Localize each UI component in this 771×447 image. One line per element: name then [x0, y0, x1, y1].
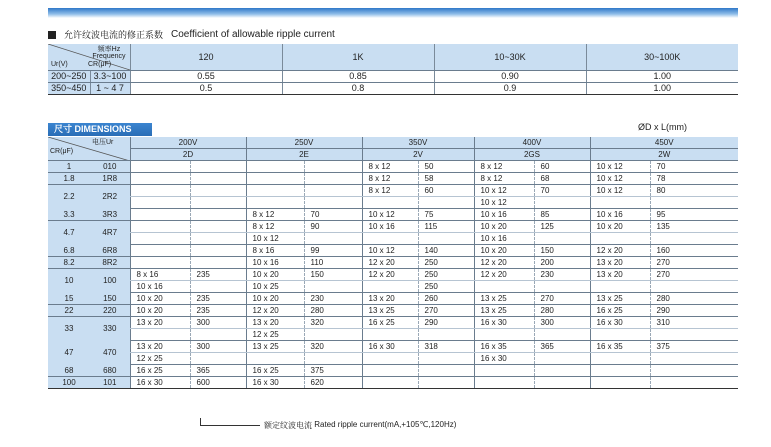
ripple-current-cell: 290	[418, 317, 474, 329]
capacitance-code-cell: 2R2	[90, 185, 130, 209]
ripple-title-en: Coefficient of allowable ripple current	[171, 29, 335, 40]
ripple-current-cell: 70	[534, 185, 590, 197]
dims-row	[48, 293, 738, 305]
case-size-cell	[474, 281, 534, 293]
corner-voltage-label: 电压Ur	[92, 139, 114, 146]
case-size-cell: 12 x 20	[474, 269, 534, 281]
ripple-current-cell	[418, 353, 474, 365]
ripple-current-cell	[418, 233, 474, 245]
case-size-cell	[130, 233, 190, 245]
capacitance-cell: 33	[48, 317, 90, 341]
case-size-cell	[590, 365, 650, 377]
case-size-cell: 16 x 25	[130, 365, 190, 377]
ripple-current-cell: 290	[650, 305, 738, 317]
case-size-cell: 16 x 30	[362, 341, 418, 353]
ripple-current-cell: 90	[304, 221, 362, 233]
capacitance-code-cell: 4R7	[90, 221, 130, 245]
ripple-current-cell	[304, 233, 362, 245]
capacitance-code-cell: 010	[90, 161, 130, 173]
voltage-header: 400V	[474, 137, 590, 149]
ripple-current-cell	[534, 377, 590, 389]
ripple-current-cell: 60	[418, 185, 474, 197]
ripple-current-cell	[304, 329, 362, 341]
footnote	[200, 420, 456, 431]
coef-cell: 0.85	[282, 70, 434, 82]
ripple-current-cell: 150	[304, 269, 362, 281]
ripple-current-cell: 318	[418, 341, 474, 353]
freq-header: 30~100K	[586, 44, 738, 70]
ripple-current-cell	[650, 353, 738, 365]
dims-row	[48, 245, 738, 257]
capacitance-cell: 8.2	[48, 257, 90, 269]
case-size-cell: 10 x 12	[474, 185, 534, 197]
ripple-current-cell: 58	[418, 173, 474, 185]
ripple-current-cell	[304, 161, 362, 173]
case-size-cell	[590, 281, 650, 293]
dims-row	[48, 281, 738, 293]
freq-header: 10~30K	[434, 44, 586, 70]
case-size-cell	[130, 209, 190, 221]
case-size-cell	[474, 377, 534, 389]
case-size-cell: 12 x 20	[362, 269, 418, 281]
capacitance-cell: 10	[48, 269, 90, 293]
capacitance-code-cell: 330	[90, 317, 130, 341]
ripple-current-cell	[418, 365, 474, 377]
capacitance-code-cell: 6R8	[90, 245, 130, 257]
case-size-cell: 16 x 30	[130, 377, 190, 389]
voltage-header: 450V	[590, 137, 738, 149]
ripple-current-cell: 270	[650, 269, 738, 281]
case-size-cell: 12 x 25	[246, 329, 304, 341]
ripple-current-cell: 160	[650, 245, 738, 257]
bracket-line-icon	[200, 418, 260, 426]
ripple-current-cell: 300	[534, 317, 590, 329]
case-size-cell: 12 x 25	[130, 353, 190, 365]
ripple-current-cell: 250	[418, 257, 474, 269]
case-size-cell	[590, 377, 650, 389]
case-size-cell: 10 x 20	[130, 293, 190, 305]
capacitance-cell: 4.7	[48, 221, 90, 245]
ripple-current-cell: 600	[190, 377, 246, 389]
dims-row	[48, 209, 738, 221]
ripple-current-cell: 260	[418, 293, 474, 305]
case-size-cell: 16 x 25	[590, 305, 650, 317]
coef-cell: 0.90	[434, 70, 586, 82]
coef-cell: 0.8	[282, 82, 434, 94]
freq-header: 120	[130, 44, 282, 70]
case-size-cell: 13 x 20	[590, 257, 650, 269]
ripple-corner-cell	[48, 44, 130, 70]
capacitance-cell: 1.8	[48, 173, 90, 185]
ripple-current-cell: 68	[534, 173, 590, 185]
coef-cell: 1.00	[586, 70, 738, 82]
case-size-cell: 13 x 25	[246, 341, 304, 353]
bullet-square-icon	[48, 31, 56, 39]
capacitance-cell: 22	[48, 305, 90, 317]
case-size-cell: 10 x 16	[246, 257, 304, 269]
ripple-current-cell: 375	[650, 341, 738, 353]
case-size-cell: 10 x 12	[362, 245, 418, 257]
capacitance-code-cell: 150	[90, 293, 130, 305]
capacitance-code-cell: 470	[90, 341, 130, 365]
case-size-cell: 10 x 20	[130, 305, 190, 317]
ripple-current-cell: 270	[418, 305, 474, 317]
case-size-cell: 10 x 16	[474, 233, 534, 245]
capacitance-cell: 47	[48, 341, 90, 365]
freq-label-en: Frequency	[92, 53, 126, 60]
ripple-current-cell: 60	[534, 161, 590, 173]
case-size-cell	[590, 197, 650, 209]
ripple-current-cell: 365	[190, 365, 246, 377]
voltage-code-header: 2GS	[474, 149, 590, 161]
dims-row	[48, 161, 738, 173]
case-size-cell: 12 x 20	[590, 245, 650, 257]
ripple-current-cell	[650, 329, 738, 341]
dims-row	[48, 173, 738, 185]
ripple-current-cell: 125	[534, 221, 590, 233]
case-size-cell	[590, 329, 650, 341]
ripple-current-cell: 135	[650, 221, 738, 233]
voltage-header: 200V	[130, 137, 246, 149]
code-header-row	[48, 149, 738, 161]
ripple-current-cell	[304, 197, 362, 209]
ripple-current-cell: 85	[534, 209, 590, 221]
dimensions-unit-label: ØD x L(mm)	[638, 122, 687, 132]
ripple-current-cell: 99	[304, 245, 362, 257]
case-size-cell: 12 x 20	[362, 257, 418, 269]
case-size-cell	[130, 197, 190, 209]
ripple-current-cell: 70	[304, 209, 362, 221]
voltage-header: 250V	[246, 137, 362, 149]
ripple-current-cell: 235	[190, 305, 246, 317]
dims-row	[48, 269, 738, 281]
case-size-cell: 16 x 30	[474, 317, 534, 329]
corner-capacity-label: CR(μF)	[50, 148, 74, 155]
ripple-header-row	[48, 44, 738, 70]
case-size-cell: 16 x 35	[474, 341, 534, 353]
capacitance-code-cell: 1R8	[90, 173, 130, 185]
capacitance-cell: 68	[48, 365, 90, 377]
case-size-cell	[130, 185, 190, 197]
case-size-cell: 8 x 12	[362, 173, 418, 185]
case-size-cell	[246, 161, 304, 173]
ripple-current-cell: 115	[418, 221, 474, 233]
freq-header: 1K	[282, 44, 434, 70]
case-size-cell	[130, 245, 190, 257]
dims-row	[48, 221, 738, 233]
case-size-cell	[130, 221, 190, 233]
ripple-current-cell: 280	[650, 293, 738, 305]
ripple-current-cell	[650, 281, 738, 293]
voltage-code-header: 2E	[246, 149, 362, 161]
ripple-current-cell	[190, 161, 246, 173]
ripple-current-cell	[304, 173, 362, 185]
case-size-cell: 16 x 30	[246, 377, 304, 389]
ripple-current-cell	[190, 185, 246, 197]
case-size-cell: 13 x 25	[474, 305, 534, 317]
ripple-row	[48, 70, 738, 82]
ripple-current-cell: 280	[304, 305, 362, 317]
capacitance-cell: 2.2	[48, 185, 90, 209]
ripple-current-cell: 235	[190, 293, 246, 305]
case-size-cell: 10 x 16	[130, 281, 190, 293]
case-size-cell: 13 x 20	[246, 317, 304, 329]
dims-row	[48, 197, 738, 209]
ripple-current-cell	[418, 329, 474, 341]
case-size-cell: 13 x 20	[362, 293, 418, 305]
ripple-current-cell: 320	[304, 317, 362, 329]
ripple-current-cell: 150	[534, 245, 590, 257]
case-size-cell	[246, 353, 304, 365]
ripple-current-cell: 80	[650, 185, 738, 197]
ripple-current-cell	[418, 197, 474, 209]
capacitance-code-cell: 8R2	[90, 257, 130, 269]
coef-cell: 1.00	[586, 82, 738, 94]
ripple-current-cell: 280	[534, 305, 590, 317]
case-size-cell: 10 x 16	[362, 221, 418, 233]
case-size-cell	[474, 365, 534, 377]
ur-cell: 350~450	[48, 82, 90, 94]
case-size-cell: 10 x 12	[362, 209, 418, 221]
ripple-current-cell: 230	[534, 269, 590, 281]
case-size-cell: 8 x 16	[246, 245, 304, 257]
ripple-current-cell: 50	[418, 161, 474, 173]
case-size-cell: 12 x 20	[246, 305, 304, 317]
voltage-header-row	[48, 137, 738, 149]
header-gradient-bar	[48, 8, 738, 18]
ripple-current-cell: 250	[418, 281, 474, 293]
capacitance-code-cell: 220	[90, 305, 130, 317]
voltage-code-header: 2W	[590, 149, 738, 161]
case-size-cell	[590, 353, 650, 365]
case-size-cell	[362, 353, 418, 365]
footnote-en: Rated ripple current(mA,+105℃,120Hz)	[314, 420, 457, 429]
case-size-cell: 8 x 12	[246, 221, 304, 233]
case-size-cell: 13 x 25	[362, 305, 418, 317]
dims-row	[48, 341, 738, 353]
case-size-cell: 10 x 20	[246, 293, 304, 305]
ripple-current-cell: 230	[304, 293, 362, 305]
capacitance-cell: 15	[48, 293, 90, 305]
dims-row	[48, 305, 738, 317]
ripple-current-cell	[650, 365, 738, 377]
ripple-current-cell	[190, 209, 246, 221]
case-size-cell: 10 x 12	[590, 161, 650, 173]
capacitance-code-cell: 3R3	[90, 209, 130, 221]
freq-label-cn: 频率Hz	[97, 46, 121, 53]
capacitance-cell: 3.3	[48, 209, 90, 221]
ripple-current-cell	[190, 257, 246, 269]
case-size-cell: 10 x 20	[590, 221, 650, 233]
ripple-current-cell: 320	[304, 341, 362, 353]
case-size-cell: 16 x 25	[362, 317, 418, 329]
case-size-cell: 8 x 12	[474, 173, 534, 185]
case-size-cell	[362, 329, 418, 341]
case-size-cell: 8 x 12	[362, 161, 418, 173]
capacitance-code-cell: 101	[90, 377, 130, 389]
ripple-current-cell	[190, 329, 246, 341]
ripple-coefficient-table	[48, 44, 738, 95]
case-size-cell: 13 x 20	[130, 317, 190, 329]
ripple-current-cell	[534, 281, 590, 293]
ripple-current-cell	[650, 377, 738, 389]
ripple-current-cell	[190, 245, 246, 257]
ripple-current-cell: 140	[418, 245, 474, 257]
case-size-cell	[362, 377, 418, 389]
ripple-current-cell	[304, 185, 362, 197]
case-size-cell: 10 x 12	[590, 185, 650, 197]
case-size-cell: 13 x 25	[474, 293, 534, 305]
ripple-current-cell: 310	[650, 317, 738, 329]
voltage-code-header: 2V	[362, 149, 474, 161]
dims-row	[48, 257, 738, 269]
ripple-current-cell: 70	[650, 161, 738, 173]
ripple-title-cn: 允许纹波电流的修正系数	[64, 30, 164, 40]
ur-cell: 200~250	[48, 70, 90, 82]
ripple-current-cell	[534, 197, 590, 209]
ripple-current-cell	[190, 353, 246, 365]
case-size-cell	[130, 257, 190, 269]
dimensions-table	[48, 137, 738, 389]
ripple-current-cell	[534, 233, 590, 245]
ripple-current-cell: 95	[650, 209, 738, 221]
coef-cell: 0.5	[130, 82, 282, 94]
dims-row	[48, 353, 738, 365]
dims-row	[48, 365, 738, 377]
ripple-current-cell: 235	[190, 269, 246, 281]
case-size-cell	[130, 329, 190, 341]
ripple-current-cell	[534, 365, 590, 377]
capacitance-cell: 100	[48, 377, 90, 389]
case-size-cell	[362, 281, 418, 293]
ripple-row	[48, 82, 738, 94]
case-size-cell	[130, 173, 190, 185]
voltage-code-header: 2D	[130, 149, 246, 161]
cr-cell: 1 ~ 4 7	[90, 82, 130, 94]
case-size-cell: 16 x 35	[590, 341, 650, 353]
ripple-current-cell: 270	[650, 257, 738, 269]
dims-row	[48, 329, 738, 341]
ripple-current-cell: 250	[418, 269, 474, 281]
case-size-cell: 10 x 20	[474, 245, 534, 257]
case-size-cell: 10 x 25	[246, 281, 304, 293]
ripple-current-cell	[190, 233, 246, 245]
ripple-current-cell: 300	[190, 341, 246, 353]
case-size-cell: 10 x 16	[590, 209, 650, 221]
footnote-cn: 额定纹波电流	[264, 421, 312, 430]
case-size-cell: 12 x 20	[474, 257, 534, 269]
ripple-current-cell	[304, 353, 362, 365]
case-size-cell: 16 x 30	[590, 317, 650, 329]
dims-corner-cell	[48, 137, 130, 161]
dims-row	[48, 377, 738, 389]
ripple-current-cell: 200	[534, 257, 590, 269]
ripple-current-cell: 620	[304, 377, 362, 389]
cr-cell: 3.3~100	[90, 70, 130, 82]
case-size-cell	[246, 185, 304, 197]
case-size-cell	[362, 233, 418, 245]
case-size-cell: 16 x 25	[246, 365, 304, 377]
case-size-cell	[362, 365, 418, 377]
case-size-cell: 10 x 12	[246, 233, 304, 245]
ripple-current-cell	[190, 221, 246, 233]
case-size-cell	[474, 329, 534, 341]
case-size-cell	[130, 161, 190, 173]
case-size-cell	[590, 233, 650, 245]
ripple-current-cell: 375	[304, 365, 362, 377]
capacitance-code-cell: 100	[90, 269, 130, 293]
case-size-cell: 16 x 30	[474, 353, 534, 365]
case-size-cell: 10 x 12	[474, 197, 534, 209]
case-size-cell: 10 x 16	[474, 209, 534, 221]
coef-cell: 0.55	[130, 70, 282, 82]
dims-row	[48, 317, 738, 329]
case-size-cell	[246, 197, 304, 209]
ripple-current-cell	[190, 173, 246, 185]
dims-row	[48, 233, 738, 245]
case-size-cell: 10 x 20	[474, 221, 534, 233]
ripple-current-cell: 270	[534, 293, 590, 305]
ripple-current-cell: 78	[650, 173, 738, 185]
ur-label: Ur(V)	[51, 60, 68, 68]
case-size-cell: 10 x 20	[246, 269, 304, 281]
voltage-header: 350V	[362, 137, 474, 149]
dims-row	[48, 185, 738, 197]
coef-cell: 0.9	[434, 82, 586, 94]
case-size-cell: 8 x 12	[474, 161, 534, 173]
ripple-current-cell	[650, 197, 738, 209]
ripple-current-cell	[534, 329, 590, 341]
cr-label: CR(μF)	[88, 60, 112, 68]
ripple-current-cell: 300	[190, 317, 246, 329]
capacitance-cell: 6.8	[48, 245, 90, 257]
ripple-current-cell	[418, 377, 474, 389]
ripple-current-cell	[190, 197, 246, 209]
capacitance-cell: 1	[48, 161, 90, 173]
case-size-cell: 8 x 12	[362, 185, 418, 197]
case-size-cell: 13 x 20	[590, 269, 650, 281]
ripple-current-cell: 365	[534, 341, 590, 353]
case-size-cell	[246, 173, 304, 185]
ripple-current-cell: 75	[418, 209, 474, 221]
ripple-current-cell	[190, 281, 246, 293]
case-size-cell: 8 x 12	[246, 209, 304, 221]
ripple-current-cell: 110	[304, 257, 362, 269]
dimensions-section-label: 尺寸 DIMENSIONS	[48, 123, 152, 136]
ripple-current-cell	[304, 281, 362, 293]
case-size-cell: 13 x 20	[130, 341, 190, 353]
case-size-cell: 13 x 25	[590, 293, 650, 305]
ripple-current-cell	[534, 353, 590, 365]
case-size-cell: 10 x 12	[590, 173, 650, 185]
case-size-cell	[362, 197, 418, 209]
capacitance-code-cell: 680	[90, 365, 130, 377]
ripple-current-cell	[650, 233, 738, 245]
case-size-cell: 8 x 16	[130, 269, 190, 281]
ripple-section-title	[48, 28, 335, 41]
